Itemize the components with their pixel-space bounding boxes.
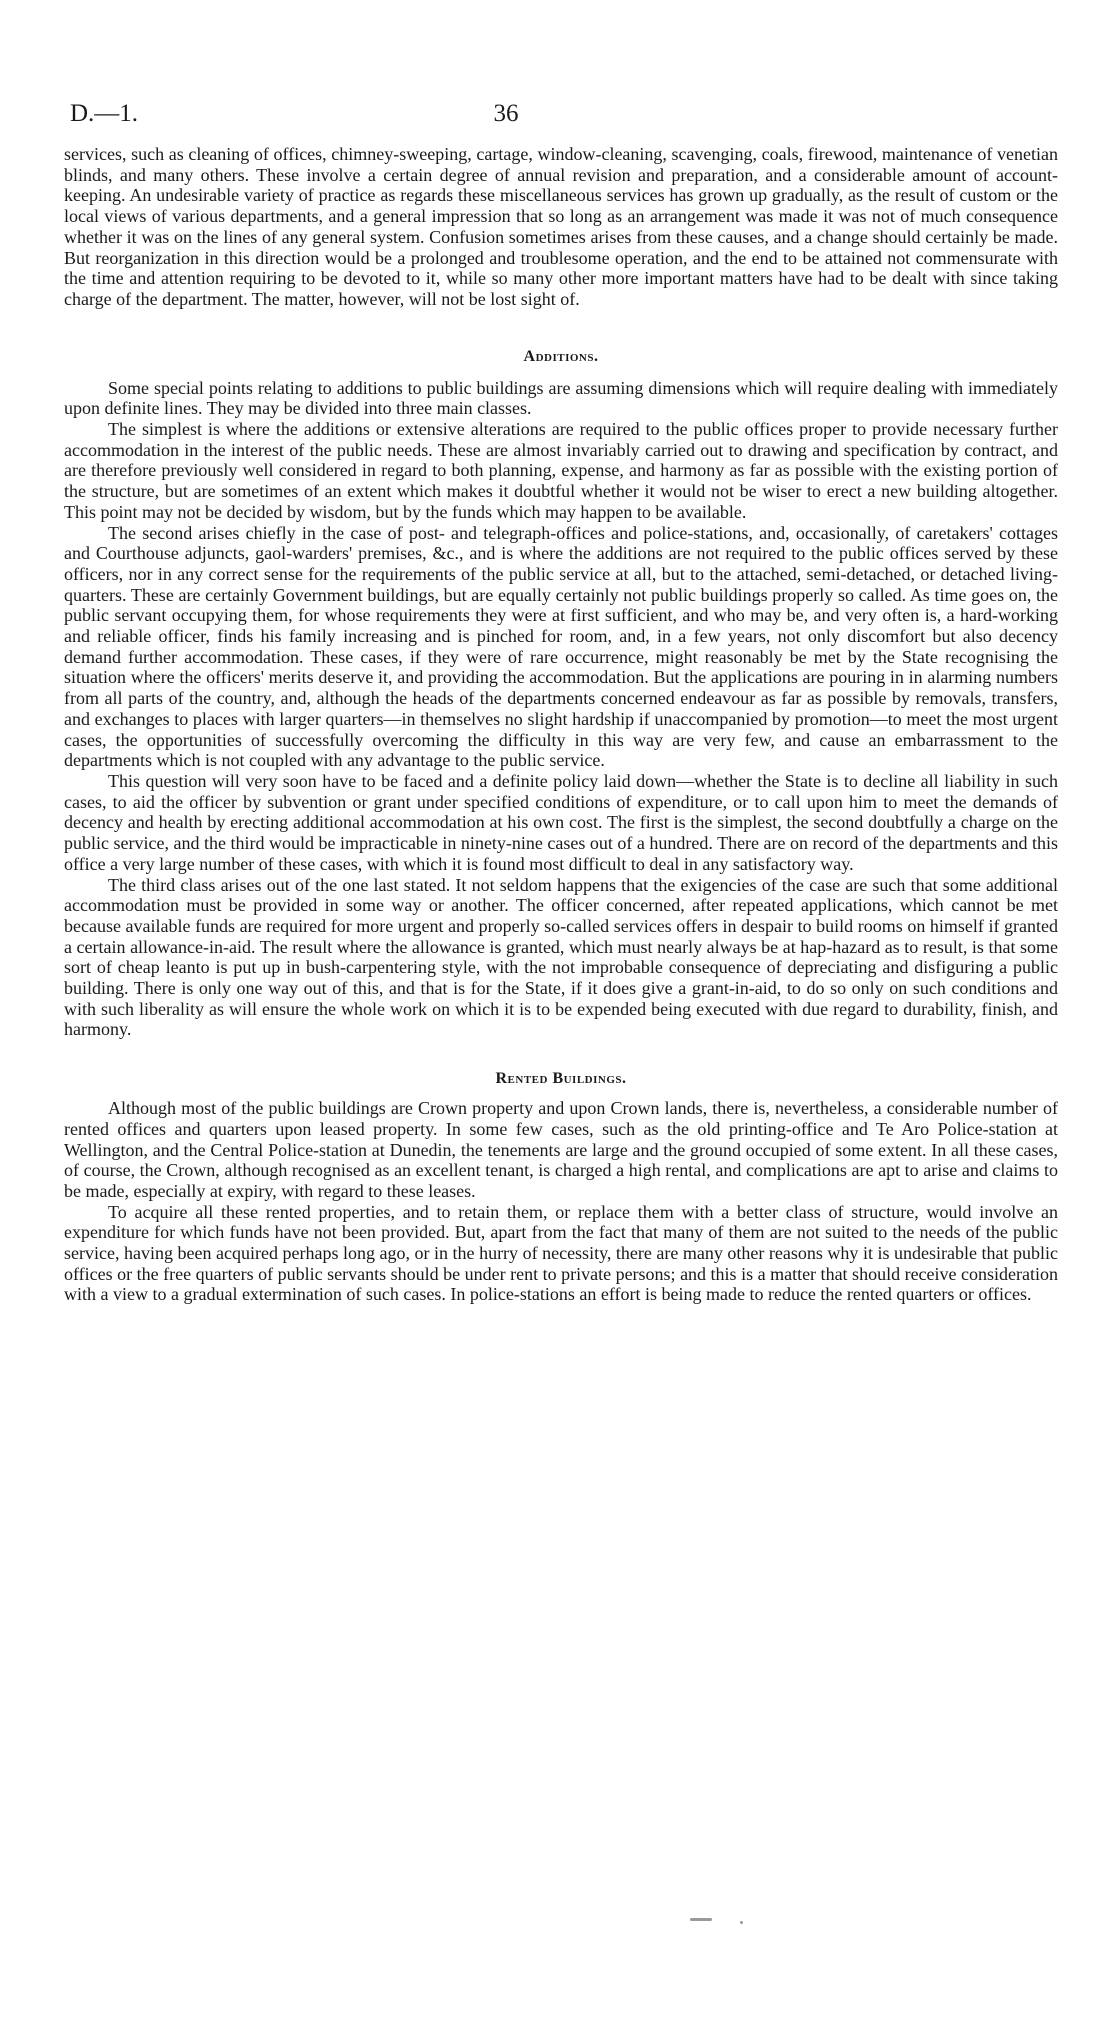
additions-paragraph-4: This question will very soon have to be faced and a definite policy laid down—whether the State is to decline all liability in such cases, to aid the officer by subvention or grant under specified conditions of expenditure, or to call upon him to meet the demands of decency and health by erecting additional accommodation at his own cost. The first is the simplest, the second doubtfully a charge on the public service, and the third would be impracticable in ninety-nine cases out of a hundred. There are on record of the departments and this office a very large number of these cases, with which it is found most difficult to deal in any satisfactory way. bbox=[64, 770, 1058, 874]
additions-paragraph-3: The second arises chiefly in the case of post- and telegraph-offices and police-stations, and, occasionally, of caretakers' cottages and Courthouse adjuncts, gaol-warders' premises, &c., and is where the additions are not required to the public offices served by these officers, nor in any correct sense for the requirements of the public service at all, but to the attached, semi-detached, or detached living-quarters. These are certainly Government buildings, but are equally certainly not public buildings properly so called. As time goes on, the public servant occupying them, for whose requirements they were at first sufficient, and who may be, and very often is, a hard-working and reliable officer, finds his family increasing and is pinched for room, and, in a few years, not only discomfort but also decency demand further accommodation. These cases, if they were of rare occurrence, might reasonably be met by the State recognising the situation where the officers' merits deserve it, and providing the accommodation. But the applications are pouring in in alarming numbers from all parts of the country, and, although the heads of the departments concerned endeavour as far as possible by removals, transfers, and exchanges to places with larger quarters—in themselves no slight hardship if unaccompanied by promotion—to meet the most urgent cases, the opportunities of successfully overcoming the difficulty in this way are very few, and cause an embarrassment to the departments which is not coupled with any advantage to the public service. bbox=[64, 522, 1058, 771]
page-number: 36 bbox=[493, 100, 519, 127]
series-label: D.—1. bbox=[70, 100, 139, 127]
additions-paragraph-1: Some special points relating to additions to public buildings are assuming dimensions which will require dealing with immediately upon definite lines. They may be divided into three main classes. bbox=[64, 377, 1058, 419]
additions-paragraph-5: The third class arises out of the one last stated. It not seldom happens that the exigencies of the case are such that some additional accommodation must be provided in some way or another. The officer concerned, after repeated applications, which cannot be met because available funds are required for more urgent and properly so-called services offers in despair to build rooms on himself if granted a certain allowance-in-aid. The result where the allowance is granted, which must nearly always be at hap-hazard as to result, is that some sort of cheap leanto is put up in bush-carpentering style, with the not improbable consequence of depreciating and disfiguring a public building. There is only one way out of this, and that is for the State, if it does give a grant-in-aid, to do so only on such conditions and with such liberality as will ensure the whole work on which it is to be expended being executed with due regard to durability, finish, and harmony. bbox=[64, 874, 1058, 1040]
rented-buildings-heading: Rented Buildings. bbox=[495, 1070, 627, 1088]
rented-paragraph-2: To acquire all these rented properties, and to retain them, or replace them with a better class of structure, would involve an expenditure for which funds have not been provided. But, apart from the fact that many of them are not suited to the needs of the public service, having been acquired perhaps long ago, or in the hurry of necessity, there are many other reasons why it is undesirable that public offices or the free quarters of public servants should be under rent to private persons; and this is a matter that should receive consideration with a view to a gradual extermination of such cases. In police-stations an effort is being made to reduce the rented quarters or offices. bbox=[64, 1201, 1058, 1305]
rented-paragraph-1: Although most of the public buildings are Crown property and upon Crown lands, there is, nevertheless, a considerable number of rented offices and quarters upon leased property. In some few cases, such as the old printing-office and Te Aro Police-station at Wellington, and the Central Police-station at Dunedin, the tenements are large and the ground occupied of some extent. In all these cases, of course, the Crown, although recognised as an excellent tenant, is charged a high rental, and complications are apt to arise and claims to be made, especially at expiry, with regard to these leases. bbox=[64, 1098, 1058, 1201]
running-header bbox=[64, 100, 1058, 144]
additions-heading: Additions. bbox=[523, 347, 599, 365]
scan-speck-dot bbox=[740, 1921, 743, 1924]
additions-paragraph-2: The simplest is where the additions or extensive alterations are required to the public offices proper to provide necessary further accommodation in the interest of the public needs. These are almost invariably carried out to drawing and specification by contract, and are therefore previously well considered in regard to both planning, expense, and harmony as far as possible with the existing portion of the structure, but are sometimes of an extent which makes it doubtful whether it would not be wiser to erect a new building altogether. This point may not be decided by wisdom, but by the funds which may happen to be available. bbox=[64, 419, 1058, 522]
scan-speck bbox=[690, 1918, 712, 1921]
document-page bbox=[64, 100, 1058, 1305]
intro-paragraph: services, such as cleaning of offices, chimney-sweeping, cartage, window-cleaning, scavenging, coals, firewood, maintenance of venetian blinds, and many others. These involve a certain degree of annual revision and preparation, and a considerable amount of account-keeping. An undesirable variety of practice as regards these miscellaneous services has grown up gradually, as the result of custom or the local views of various departments, and a general impression that so long as an arrangement was made it was not of much consequence whether it was on the lines of any general system. Confusion sometimes arises from these causes, and a change should certainly be made. But reorganization in this direction would be a prolonged and troublesome operation, and the end to be attained not commensurate with the time and attention requiring to be devoted to it, while so many other more important matters have had to be dealt with since taking charge of the department. The matter, however, will not be lost sight of. bbox=[64, 144, 1058, 309]
